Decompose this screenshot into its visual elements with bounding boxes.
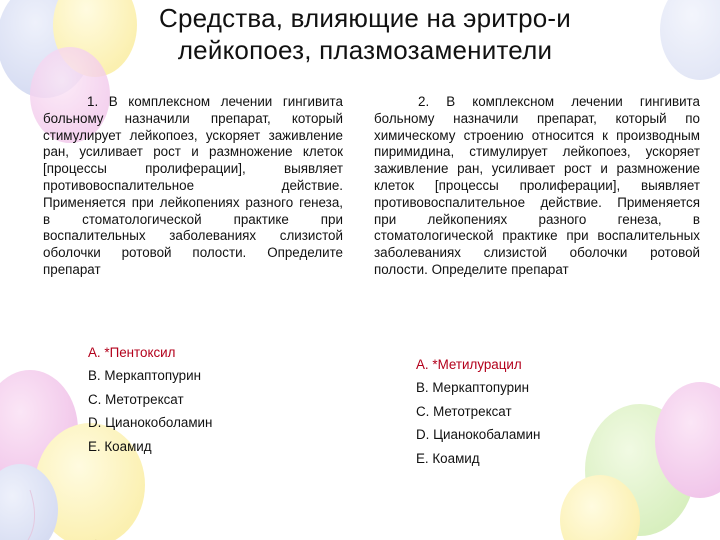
question-2-options — [416, 356, 540, 473]
page-title — [40, 2, 690, 66]
option-c: C. Метотрексат — [416, 403, 512, 419]
option-b: B. Меркаптопурин — [416, 380, 529, 396]
question-1-text: 1. В комплексном лечении гингивита больному назначили препарат, который стимулирует лейкопоез, ускоряет заживление ран, усиливает рост и размножение клеток [процессы пролиферации], выявляет противовоспалительное действие. Применяется при лейкопениях разного генеза, в стоматологической практике при воспалительных заболеваниях слизистой оболочки ротовой полости. Определите препарат — [43, 94, 343, 277]
title-line-2: лейкопоез, плазмозаменители — [177, 35, 553, 65]
option-b: B. Меркаптопурин — [88, 368, 201, 384]
question-2-text: 2. В комплексном лечении гингивита больному назначили препарат, который по химическому строению относится к производным пиримидина, стимулирует лейкопоез, ускоряет заживление ран, усиливает рост и размножение клеток [процессы пролиферации], выявляет противовоспалительное действие. Применяется при лейкопениях разного генеза, в стоматологической практике при воспалительных заболеваниях слизистой оболочки ротовой полости. Определите препарат — [374, 94, 700, 277]
question-1-options — [88, 344, 212, 461]
option-a: A. *Метилурацил — [416, 357, 522, 372]
option-a: A. *Пентоксил — [88, 345, 176, 360]
option-e: E. Коамид — [88, 438, 152, 454]
title-line-1: Средства, влияющие на эритро-и — [158, 3, 572, 33]
option-e: E. Коамид — [416, 450, 480, 466]
option-c: C. Метотрексат — [88, 391, 184, 407]
option-d: D. Цианокоболамин — [88, 415, 213, 431]
option-d: D. Цианокобаламин — [416, 427, 541, 443]
